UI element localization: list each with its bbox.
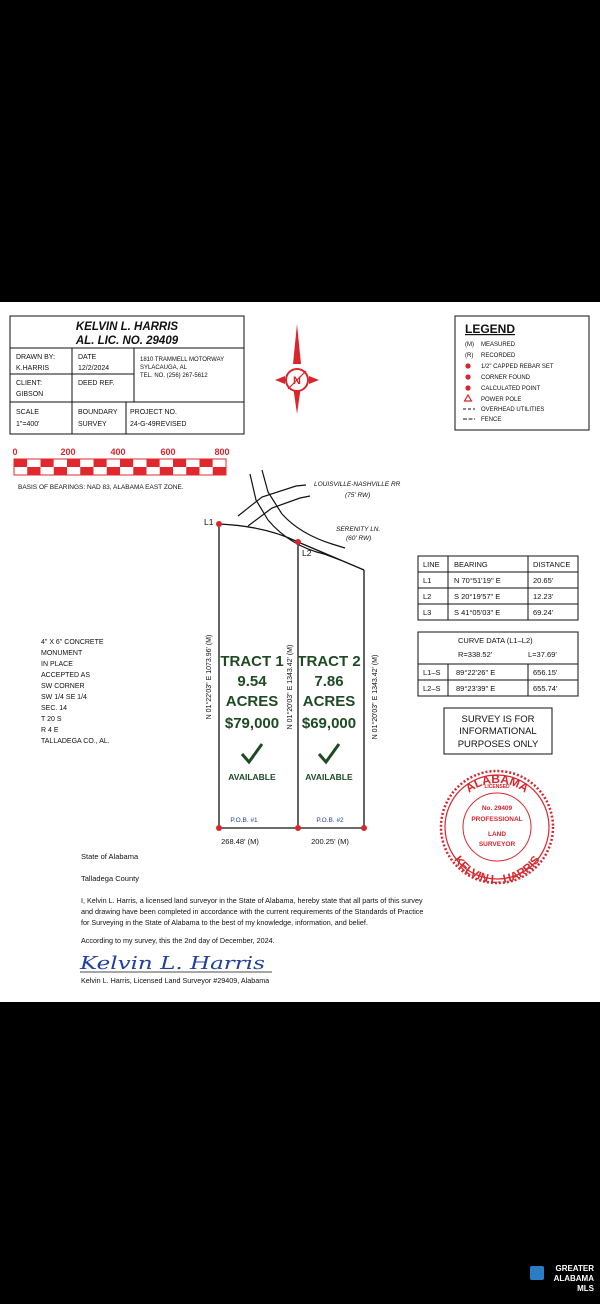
surveyor-name: KELVIN L. HARRIS (75, 321, 179, 333)
monument-line: MONUMENT (41, 650, 83, 657)
tract1-acres: 9.54 (237, 673, 267, 690)
survey-note-line: INFORMATIONAL (459, 726, 537, 737)
seal-line-surveyor: SURVEYOR (478, 841, 516, 848)
title-block (10, 316, 244, 434)
scale-bar-cell (173, 467, 186, 475)
scale-bar-cell (200, 459, 213, 467)
line-table-cell: S 20°19'57" E (454, 592, 501, 601)
tract2-acres: 7.86 (314, 673, 344, 690)
scale-bar-cell (27, 467, 40, 475)
scale-bar-cell (54, 459, 67, 467)
curve-radius: R=338.52' (458, 650, 493, 659)
date-value: 12/2/2024 (78, 365, 110, 372)
drawn-by-label: DRAWN BY: (16, 354, 56, 361)
watermark-line-2: ALABAMA (553, 1274, 594, 1283)
tract2-name: TRACT 2 (297, 653, 361, 670)
scale-bar-cell (133, 467, 146, 475)
corner-pob1-icon (216, 825, 222, 831)
monument-line: 4" X 6" CONCRETE (41, 639, 104, 646)
survey-type-line-1: BOUNDARY (78, 409, 118, 416)
tract2-acres-unit: ACRES (302, 693, 356, 710)
calculated-point-icon (465, 385, 470, 390)
east-boundary-call: N 01°20'03" E 1343.42' (M) (372, 654, 379, 740)
line-table-cell: L3 (423, 608, 432, 617)
scale-bar (14, 459, 226, 475)
cert-state: State of Alabama (81, 852, 139, 861)
cert-statement-line: for Surveying in the State of Alabama to the best of my knowledge, information, and belief. (81, 918, 368, 927)
tract2-check-icon (319, 744, 339, 762)
scale-tick-400: 400 (110, 447, 126, 457)
scale-bar-cell (147, 467, 160, 475)
scale-bar-cell (67, 467, 80, 475)
scale-bar-cell (120, 459, 133, 467)
scale-bar-cell (173, 459, 186, 467)
scale-tick-0: 0 (12, 447, 18, 457)
point-label-l2: L2 (302, 548, 312, 558)
legend-text-calculated: CALCULATED POINT (481, 386, 541, 392)
monument-line: SW CORNER (41, 683, 85, 690)
scale-bar-cell (80, 459, 93, 467)
point-label-l1: L1 (204, 517, 214, 527)
monument-line: ACCEPTED AS (41, 672, 91, 679)
curve-table-cell: L2–S (423, 684, 441, 693)
scale-bar-cell (200, 467, 213, 475)
project-label: PROJECT NO. (130, 409, 177, 416)
scale-bar-cell (160, 467, 173, 475)
rebar-set-icon (465, 363, 470, 368)
scale-bar-cell (213, 459, 226, 467)
scale-bar-cell (27, 459, 40, 467)
tract1-name: TRACT 1 (220, 653, 284, 670)
signature: Kelvin L. Harris (78, 953, 266, 974)
seal-top-text: ALABAMA (462, 771, 532, 796)
legend-symbol-measured: (M) (465, 342, 474, 348)
survey-sheet (0, 302, 600, 1002)
svg-text:N: N (293, 375, 301, 387)
power-pole-icon (465, 395, 472, 401)
scale-tick-800: 800 (214, 447, 230, 457)
curve-table-header: CURVE DATA (L1–L2) (458, 636, 533, 645)
line-table-cell: 20.65' (533, 576, 554, 585)
monument-note (41, 639, 110, 745)
line-table-header: LINE (423, 560, 440, 569)
scale-bar-cell (94, 459, 107, 467)
curve-table-cell: 655.74' (533, 684, 558, 693)
monument-line: SW 1/4 SE 1/4 (41, 694, 87, 701)
scale-tick-600: 600 (160, 447, 176, 457)
scale-bar-cell (186, 467, 199, 475)
tract1-price: $79,000 (224, 715, 280, 732)
line-table-cell: L2 (423, 592, 432, 601)
seal-line-land: LAND (487, 831, 507, 838)
surveyor-seal (441, 771, 553, 886)
legend-text-recorded: RECORDED (481, 353, 516, 359)
line-table-header: DISTANCE (533, 560, 571, 569)
seal-bottom-text: KELVIN L. HARRIS (451, 854, 543, 887)
scale-label: SCALE (16, 409, 39, 416)
scale-bar-cell (107, 459, 120, 467)
curve-table-cell: 89°22'26" E (456, 668, 496, 677)
curve-length: L=37.69' (528, 650, 557, 659)
corner-l1-icon (216, 521, 222, 527)
scale-bar-cell (80, 467, 93, 475)
cert-statement-line: and drawing have been completed in accordance with the current requirements of the Standards of Practice (81, 907, 424, 916)
scale-bar-cell (54, 467, 67, 475)
monument-line: R 4 E (41, 727, 59, 734)
signature-caption: Kelvin L. Harris, Licensed Land Surveyor #29409, Alabama (81, 976, 270, 985)
scale-bar-cell (41, 459, 54, 467)
legend-text-corner-found: CORNER FOUND (481, 375, 530, 381)
south-call-tract2: 200.25' (M) (311, 837, 349, 846)
railroad-width: (75' RW) (345, 492, 371, 499)
scale-bar-cell (147, 459, 160, 467)
tract2-status: AVAILABLE (305, 772, 353, 782)
point-label-pob2: P.O.B. #2 (316, 817, 344, 824)
scale-bar-cell (120, 467, 133, 475)
monument-line: SEC. 14 (41, 705, 68, 712)
lane-width: (60' RW) (346, 535, 372, 542)
cert-statement-line: I, Kelvin L. Harris, a licensed land surveyor in the State of Alabama, hereby state that all parts of this survey (81, 896, 423, 905)
line-table-cell: N 70°51'19" E (454, 576, 501, 585)
tract1-check-icon (242, 744, 262, 762)
cert-county: Talladega County (81, 874, 139, 883)
monument-line: T 20 S (41, 716, 62, 723)
seal-licensed: LICENSED (484, 784, 510, 790)
deed-ref-label: DEED REF. (78, 380, 115, 387)
corner-found-icon (465, 374, 470, 379)
lane-name: SERENITY LN. (336, 526, 381, 533)
tract1-status: AVAILABLE (228, 772, 276, 782)
survey-note-line: PURPOSES ONLY (457, 739, 539, 750)
line-table-cell: 69.24' (533, 608, 554, 617)
survey-drawing (0, 302, 600, 1002)
address-line-1: 1810 TRAMMELL MOTORWAY (140, 357, 225, 363)
line-table-cell: 12.23' (533, 592, 554, 601)
address-line-2: SYLACAUGA, AL (140, 365, 188, 371)
seal-number: No. 29409 (481, 805, 513, 812)
scale-bar-cell (133, 459, 146, 467)
legend-text-power-pole: POWER POLE (481, 397, 522, 403)
scale-tick-200: 200 (60, 447, 76, 457)
corner-se-icon (361, 825, 367, 831)
corner-l2-icon (295, 539, 301, 545)
svg-text:KELVIN L. HARRIS (451, 854, 542, 886)
scale-bar-cell (107, 467, 120, 475)
basis-of-bearings: BASIS OF BEARINGS: NAD 83, ALABAMA EAST ZONE. (18, 484, 184, 491)
drawn-by-value: K.HARRIS (16, 365, 50, 372)
legend-text-rebar: 1/2" CAPPED REBAR SET (481, 364, 554, 370)
scale-bar-cell (67, 459, 80, 467)
scale-bar-cell (213, 467, 226, 475)
monument-line: TALLADEGA CO., AL. (41, 738, 110, 745)
survey-note-line: SURVEY IS FOR (461, 714, 535, 725)
date-label: DATE (78, 354, 97, 361)
scale-value: 1"=400' (16, 421, 40, 428)
scale-bar-cell (186, 459, 199, 467)
point-label-pob1: P.O.B. #1 (230, 817, 258, 824)
scale-bar-cell (94, 467, 107, 475)
scale-bar-cell (160, 459, 173, 467)
curve-table-cell: 89°23'39" E (456, 684, 496, 693)
railroad-name: LOUISVILLE-NASHVILLE RR (314, 481, 401, 488)
watermark-line-1: GREATER (555, 1264, 594, 1273)
mls-watermark (530, 1264, 594, 1298)
legend-text-overhead: OVERHEAD UTILITIES (481, 407, 545, 413)
cert-date-line: According to my survey, this the 2nd day of December, 2024. (81, 936, 275, 945)
address-line-3: TEL. NO. (256) 267-5612 (140, 373, 208, 379)
curve-table-cell: 656.15' (533, 668, 558, 677)
middle-boundary-call: N 01°20'03" E 1343.42' (M) (287, 644, 294, 730)
survey-type-line-2: SURVEY (78, 421, 107, 428)
seal-line-professional: PROFESSIONAL (471, 816, 523, 823)
line-table-header: BEARING (454, 560, 488, 569)
legend-symbol-recorded-shown: (R) (465, 353, 474, 359)
watermark-line-3: MLS (577, 1284, 594, 1293)
tract1-acres-unit: ACRES (225, 693, 279, 710)
client-value: GIBSON (16, 391, 44, 398)
mls-logo-icon (530, 1266, 544, 1280)
curve-table-cell: L1–S (423, 668, 441, 677)
monument-line: IN PLACE (41, 661, 73, 668)
north-arrow-icon (275, 324, 319, 414)
line-table-cell: S 41°05'03" E (454, 608, 501, 617)
scale-bar-cell (14, 459, 27, 467)
legend-text-fence: FENCE (481, 417, 502, 423)
tract2-price: $69,000 (301, 715, 357, 732)
legend-text-measured: MEASURED (481, 342, 516, 348)
south-call-tract1: 268.48' (M) (221, 837, 259, 846)
client-label: CLIENT: (16, 380, 43, 387)
line-table-cell: L1 (423, 576, 432, 585)
project-value: 24-G-49REVISED (130, 421, 187, 428)
license-number: AL. LIC. NO. 29409 (75, 335, 179, 347)
scale-bar-cell (41, 467, 54, 475)
corner-pob2-icon (295, 825, 301, 831)
west-boundary-call: N 01°22'03" E 1073.96' (M) (206, 634, 213, 720)
legend-title: LEGEND (465, 322, 516, 336)
scale-bar-cell (14, 467, 27, 475)
